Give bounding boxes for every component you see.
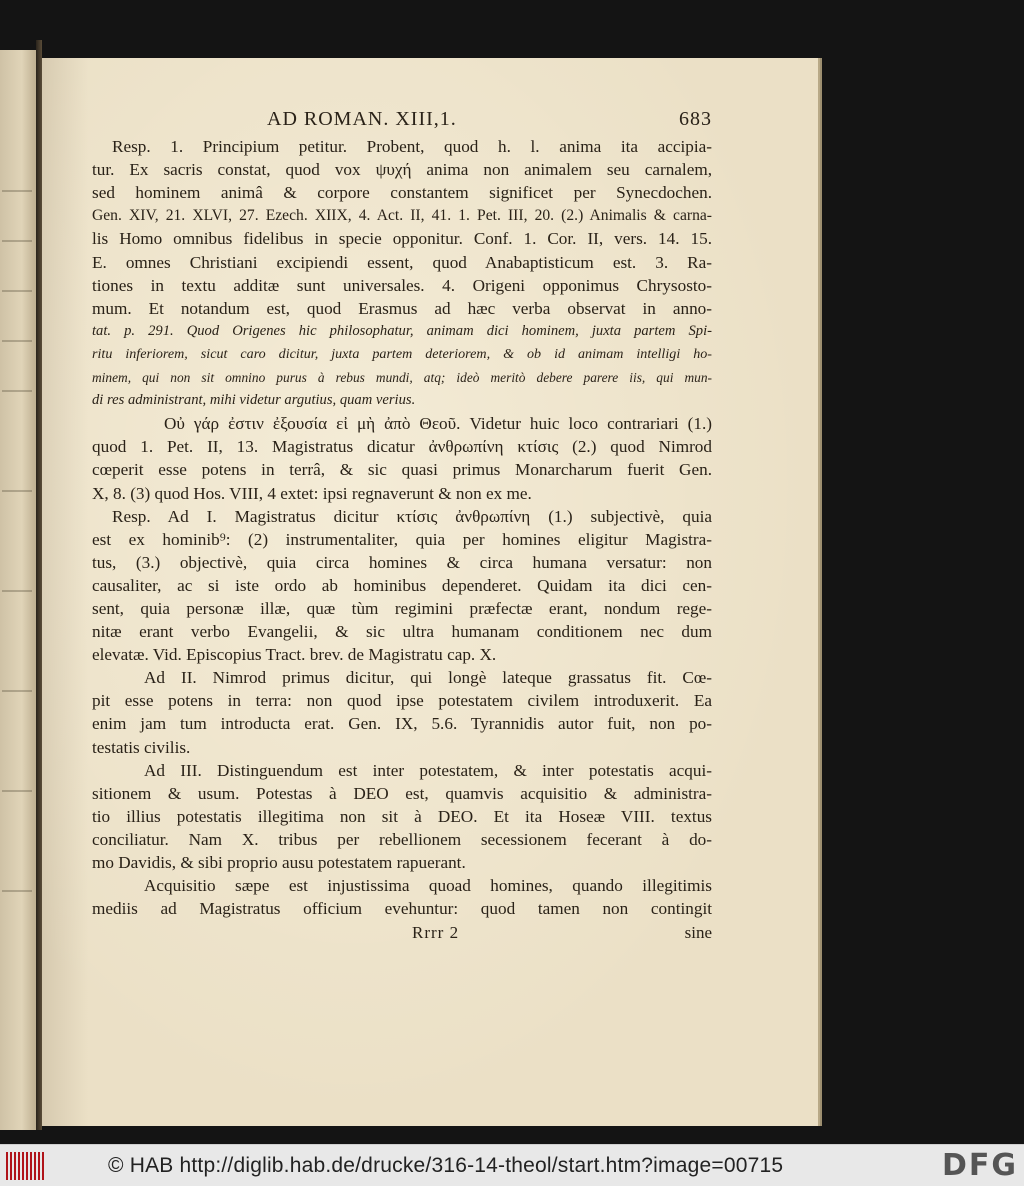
text-line: minem, qui non sit omnino purus à rebus mundi, atq; ideò meritò debere parere iis, qui mun- bbox=[92, 370, 712, 386]
text-line: est ex hominib⁹: (2) instrumentaliter, quia per homines eligitur Magistra- bbox=[92, 529, 712, 549]
text-line: pit esse potens in terra: non quod ipse potestatem civilem introduxerit. Ea bbox=[92, 691, 712, 711]
text-line: sent, quia personæ illæ, quæ tùm regimini præfectæ erant, nondum rege- bbox=[92, 598, 712, 618]
text-line: mum. Et notandum est, quod Erasmus ad hæc verba observat in anno- bbox=[92, 298, 712, 318]
text-line: causaliter, ac si iste ordo ab hominibus dependeret. Quidam ita dici cen- bbox=[92, 575, 712, 595]
text-line: lis Homo omnibus fidelibus in specie opponitur. Conf. 1. Cor. II, vers. 14. 15. bbox=[92, 229, 712, 249]
footer-bar bbox=[0, 1144, 1024, 1186]
text-line: conciliatur. Nam X. tribus per rebellionem secessionem fecerant à do- bbox=[92, 829, 712, 849]
text-line: E. omnes Christiani excipiendi essent, quod Anabaptisticum est. 3. Ra- bbox=[92, 252, 712, 272]
text-line: Ad III. Distinguendum est inter potestatem, & inter potestatis acqui- bbox=[144, 760, 712, 780]
text-line: tiones in textu additæ sunt universales. 4. Origeni opponimus Chrysosto- bbox=[92, 275, 712, 295]
text-line: Gen. XIV, 21. XLVI, 27. Ezech. XIIX, 4. Act. II, 41. 1. Pet. III, 20. (2.) Animalis & carna- bbox=[92, 207, 712, 225]
signature-line bbox=[92, 921, 712, 944]
text-line: Acquisitio sæpe est injustissima quoad homines, quando illegitimis bbox=[144, 876, 712, 896]
text-line: Οὐ γάρ ἐστιν ἐξουσία εἰ μὴ ἀπὸ Θεοῦ. Videtur huic loco contrariari (1.) bbox=[164, 414, 712, 434]
text-line: ritu inferiorem, sicut caro dicitur, juxta partem deteriorem, & ob id animam intelligi ho- bbox=[92, 345, 712, 362]
page-text bbox=[92, 108, 712, 944]
text-line: enim jam tum introducta erat. Gen. IX, 5.6. Tyrannidis autor fuit, non po- bbox=[92, 714, 712, 734]
text-line: tus, (3.) objectivè, quia circa homines & circa humana versatur: non bbox=[92, 552, 712, 572]
hab-logo-icon[interactable] bbox=[6, 1149, 54, 1183]
text-line: Ad II. Nimrod primus dicitur, qui longè lateque grassatus fit. Cœ- bbox=[144, 668, 712, 688]
text-line: mediis ad Magistratus officium evehuntur: quod tamen non contingit bbox=[92, 899, 712, 919]
text-line: testatis civilis. bbox=[92, 737, 191, 757]
page-number: 683 bbox=[679, 108, 712, 130]
page-header bbox=[92, 108, 712, 131]
text-line: tur. Ex sacris constat, quod vox ψυχή anima non animalem seu carnalem, bbox=[92, 160, 712, 180]
book-page bbox=[42, 58, 818, 1126]
text-line: X, 8. (3) quod Hos. VIII, 4 extet: ipsi regnaverunt & non ex me. bbox=[92, 483, 532, 503]
text-line: Resp. Ad I. Magistratus dicitur κτίσις ἀνθρωπίνη (1.) subjectivè, quia bbox=[112, 506, 712, 526]
copyright-link[interactable]: © HAB http://diglib.hab.de/drucke/316-14-theol/start.htm?image=00715 bbox=[108, 1153, 784, 1177]
text-line: nitæ erant verbo Evangelii, & sic ultra humanam conditionem nec dum bbox=[92, 622, 712, 642]
text-line: elevatæ. Vid. Episcopius Tract. brev. de Magistratu cap. X. bbox=[92, 645, 497, 665]
text-line: mo Davidis, & sibi proprio ausu potestatem rapuerant. bbox=[92, 853, 466, 872]
text-line: tio illius potestatis illegitima non sit à DEO. Et ita Hoseæ VIII. textus bbox=[92, 806, 712, 826]
running-head: AD ROMAN. XIII,1. bbox=[267, 108, 457, 130]
text-line: tat. p. 291. Quod Origenes hic philosophatur, animam dici hominem, juxta partem Spi- bbox=[92, 322, 712, 339]
text-line: di res administrant, mihi videtur argutius, quam verius. bbox=[92, 392, 416, 409]
text-line: sed hominem animâ & corpore constantem significet per Synecdochen. bbox=[92, 183, 712, 203]
text-line: sitionem & usum. Potestas à DEO est, quamvis acquisitio & administra- bbox=[92, 783, 712, 803]
dfg-logo-icon[interactable]: DFG bbox=[941, 1148, 1018, 1183]
text-line: quod 1. Pet. II, 13. Magistratus dicatur ἀνθρωπίνη κτίσις (2.) quod Nimrod bbox=[92, 437, 712, 457]
signature-mark: Rrrr 2 bbox=[412, 923, 460, 943]
text-line: cœperit esse potens in terrâ, & sic quasi primus Monarcharum fuerit Gen. bbox=[92, 460, 712, 480]
previous-page-edge bbox=[0, 50, 36, 1130]
text-line: Resp. 1. Principium petitur. Probent, quod h. l. anima ita accipia- bbox=[112, 137, 712, 157]
catchword: sine bbox=[684, 923, 712, 943]
